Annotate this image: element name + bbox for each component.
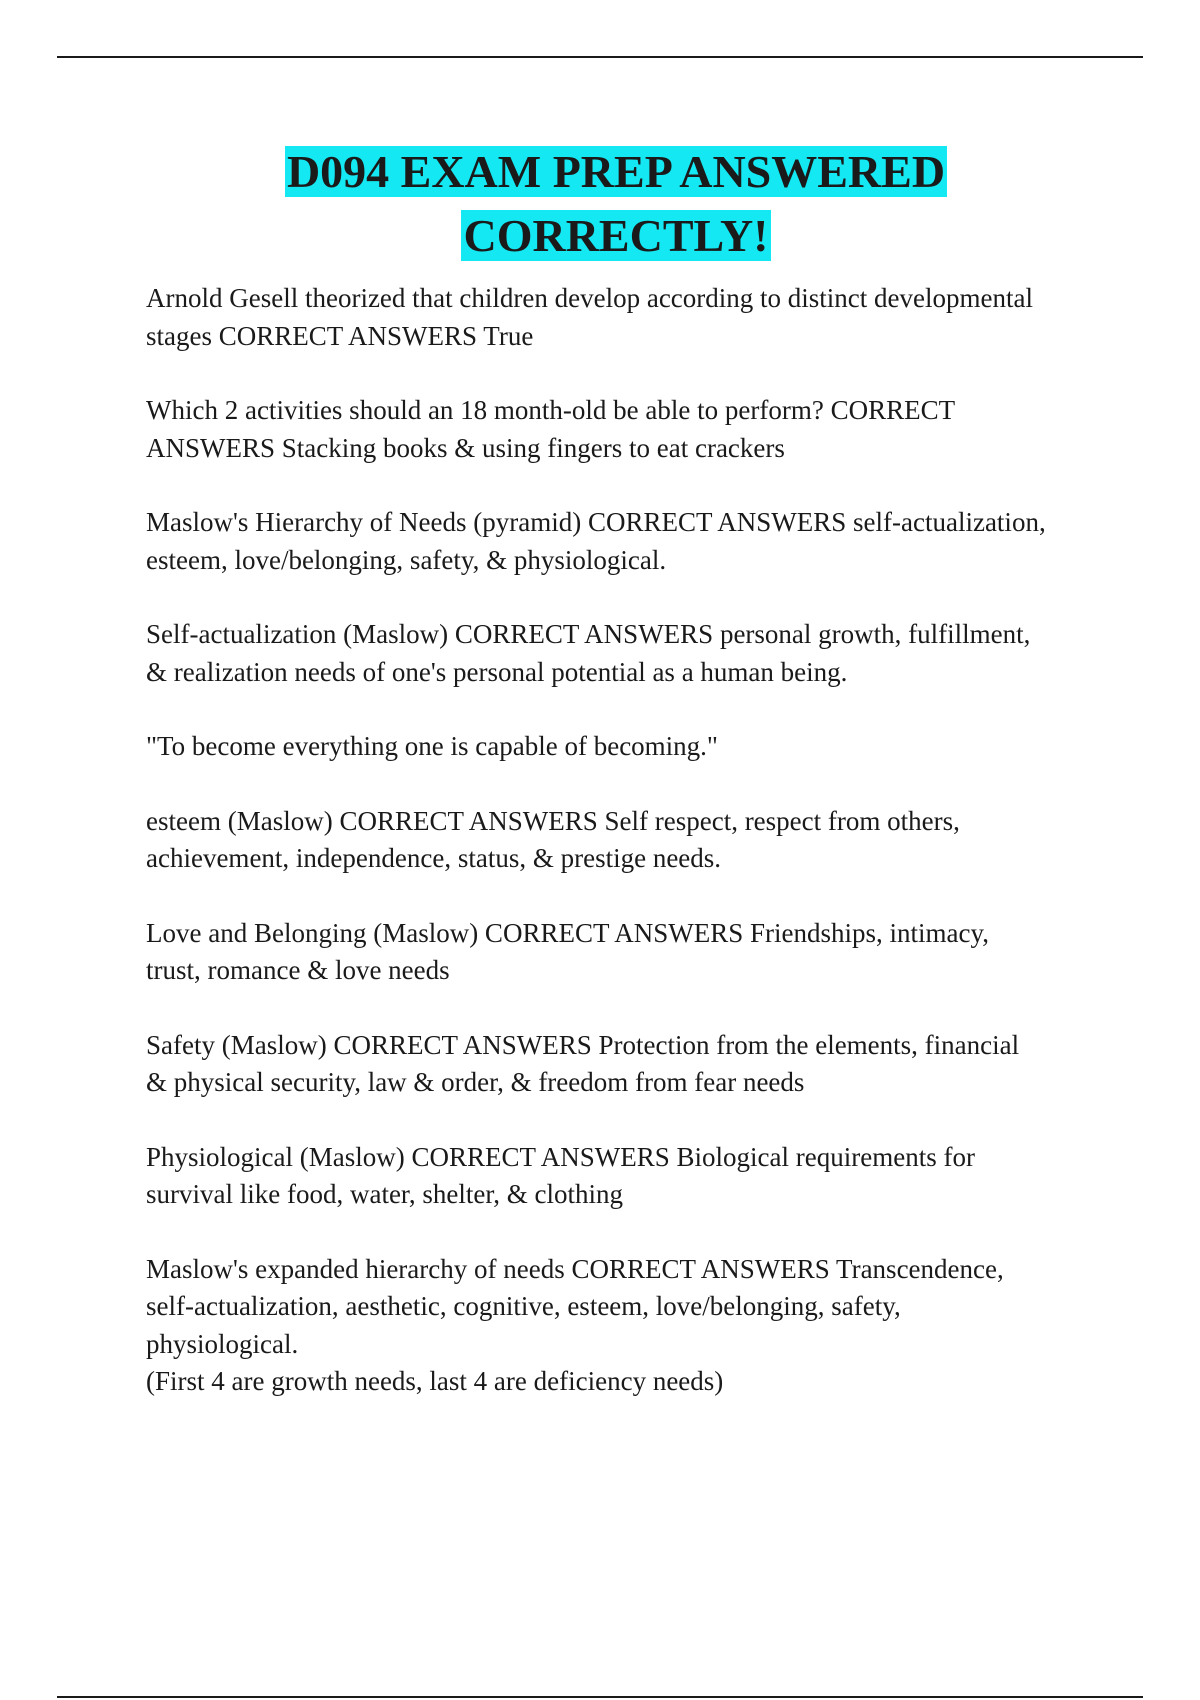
entry-love-belonging — [146, 915, 1096, 990]
entry-18-month-activities — [146, 392, 1096, 467]
entry-line: "To become everything one is capable of becoming." — [146, 731, 718, 761]
entry-quote — [146, 728, 1096, 766]
entry-line: Which 2 activities should an 18 month-old be able to perform? CORRECT — [146, 395, 956, 425]
entry-line: Maslow's expanded hierarchy of needs CORRECT ANSWERS Transcendence, — [146, 1253, 1004, 1284]
entry-line: esteem, love/belonging, safety, & physiological. — [146, 544, 667, 575]
entry-gesell — [146, 280, 1096, 355]
entry-line: trust, romance & love needs — [146, 955, 450, 985]
entry-line: (First 4 are growth needs, last 4 are deficiency needs) — [146, 1366, 724, 1396]
entry-expanded-hierarchy — [146, 1251, 1096, 1401]
title-line-2: CORRECTLY! — [463, 210, 769, 261]
entry-line: Love and Belonging (Maslow) CORRECT ANSWERS Friendships, intimacy, — [146, 917, 989, 948]
top-rule — [57, 56, 1143, 58]
entry-line: achievement, independence, status, & prestige needs. — [146, 843, 722, 873]
title-line-1: D094 EXAM PREP ANSWERED — [286, 146, 946, 197]
entry-esteem — [146, 803, 1096, 878]
entry-line: Arnold Gesell theorized that children develop according to distinct developmental — [146, 283, 1033, 313]
entry-line: stages CORRECT ANSWERS True — [146, 320, 534, 351]
entry-line: & physical security, law & order, & freedom from fear needs — [146, 1067, 805, 1097]
document-title — [136, 140, 1096, 268]
entry-maslow-hierarchy — [146, 504, 1096, 579]
entry-safety — [146, 1027, 1096, 1102]
entry-line: esteem (Maslow) CORRECT ANSWERS Self respect, respect from others, — [146, 805, 960, 836]
bottom-rule — [57, 1696, 1143, 1698]
entry-physiological — [146, 1139, 1096, 1214]
entry-self-actualization — [146, 616, 1096, 691]
document-page — [146, 140, 1096, 1438]
entry-line: physiological. — [146, 1328, 299, 1359]
entry-line: survival like food, water, shelter, & clothing — [146, 1179, 623, 1209]
entry-line: ANSWERS Stacking books & using fingers to eat crackers — [146, 432, 785, 463]
entry-line: Maslow's Hierarchy of Needs (pyramid) CORRECT ANSWERS self-actualization, — [146, 507, 1046, 537]
entry-line: & realization needs of one's personal potential as a human being. — [146, 656, 848, 687]
entry-line: Self-actualization (Maslow) CORRECT ANSWERS personal growth, fulfillment, — [146, 619, 1031, 649]
entry-list — [146, 280, 1096, 1401]
entry-line: self-actualization, aesthetic, cognitive, esteem, love/belonging, safety, — [146, 1291, 901, 1321]
entry-line: Safety (Maslow) CORRECT ANSWERS Protection from the elements, financial — [146, 1029, 1020, 1060]
entry-line: Physiological (Maslow) CORRECT ANSWERS Biological requirements for — [146, 1141, 975, 1172]
